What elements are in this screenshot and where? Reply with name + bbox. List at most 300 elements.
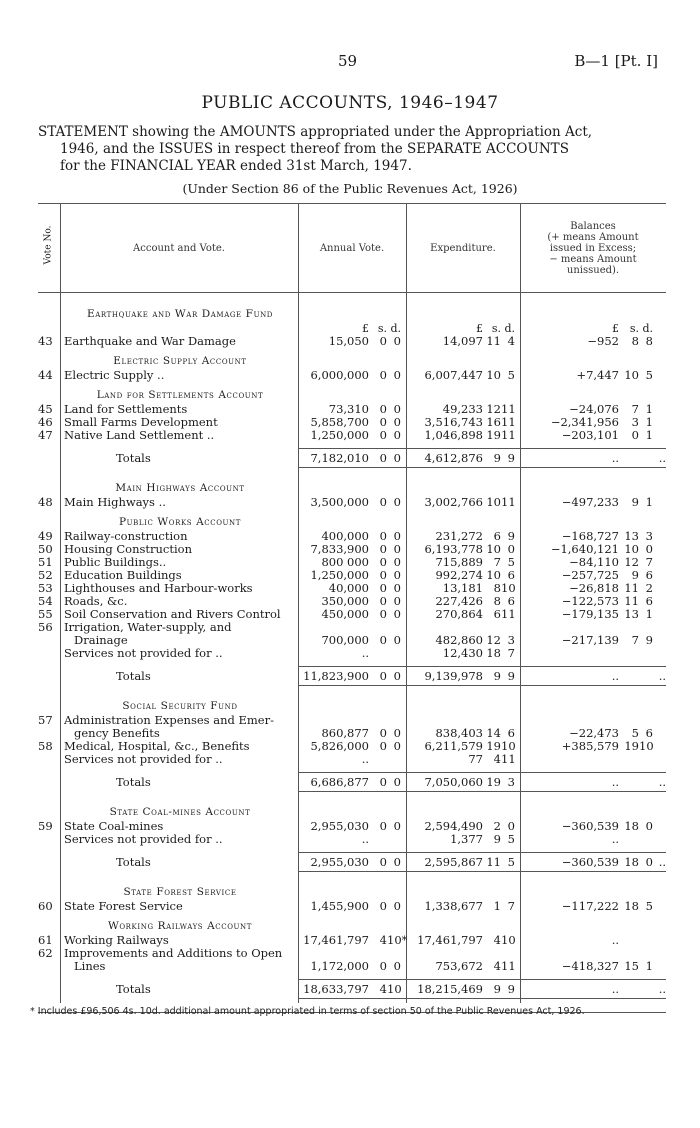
value-annual-d: 0 xyxy=(393,959,401,973)
value-exp-d: 9 xyxy=(507,529,515,543)
value-bal-s: 13 xyxy=(624,529,639,543)
account-label: Services not provided for .. xyxy=(64,833,223,846)
value-exp-s: 2 xyxy=(493,819,501,833)
value-bal-s: 3 xyxy=(631,415,639,429)
account-label: Land for Settlements xyxy=(64,403,188,416)
value-bal: −360,539 xyxy=(561,819,619,833)
vote-number: 45 xyxy=(38,402,53,416)
value-annual: 17,461,797 xyxy=(303,933,369,947)
vote-number: 43 xyxy=(38,334,53,348)
value-exp: 1,338,677 xyxy=(424,899,483,913)
total-exp-s: 9 xyxy=(493,669,501,683)
table-row xyxy=(38,960,666,973)
value-exp-d: 7 xyxy=(507,899,515,913)
value-exp: 992,274 xyxy=(435,568,483,582)
value-bal: −168,727 xyxy=(561,529,619,543)
value-bal: −26,818 xyxy=(569,581,619,595)
value-annual: 15,050 xyxy=(328,334,369,348)
value-annual: .. xyxy=(361,832,369,846)
value-bal: −418,327 xyxy=(561,959,619,973)
table-row xyxy=(38,700,666,713)
value-exp: 1,377 xyxy=(450,832,483,846)
value-bal: −952 xyxy=(587,334,619,348)
table-row xyxy=(38,389,666,402)
value-exp-d: 0 xyxy=(507,819,515,833)
value-annual-s: 0 xyxy=(379,529,387,543)
subtotal-rule xyxy=(298,666,666,667)
account-label: Administration Expenses and Emer- xyxy=(64,714,274,727)
value-bal-d: 0 xyxy=(645,542,653,556)
value-annual: 1,250,000 xyxy=(310,568,369,582)
account-label: Irrigation, Water-supply, and xyxy=(64,621,232,634)
value-annual: 700,000 xyxy=(321,633,369,647)
value-bal-d: 1 xyxy=(645,959,653,973)
value-bal: −22,473 xyxy=(569,726,619,740)
total-bal: −360,539 xyxy=(561,855,619,869)
value-exp-d: 6 xyxy=(507,594,515,608)
value-annual: 450,000 xyxy=(321,607,369,621)
value-exp-s: 1 xyxy=(493,899,501,913)
total-bal-d: 0 xyxy=(645,855,653,869)
value-annual-s: 0 xyxy=(379,555,387,569)
footnote: * Includes £96,506 4s. 10d. additional amount appropriated in terms of section 50 of the Public Revenues Act, 1926. xyxy=(30,1006,585,1017)
total-exp: 7,050,060 xyxy=(424,775,483,789)
value-bal-s: 7 xyxy=(631,633,639,647)
currency-unit: d. xyxy=(390,322,401,335)
vote-number: 53 xyxy=(38,581,53,595)
page-title: PUBLIC ACCOUNTS, 1946–1947 xyxy=(201,93,499,113)
value-exp: 77 xyxy=(468,752,483,766)
vote-number: 54 xyxy=(38,594,53,608)
value-annual: 400,000 xyxy=(321,529,369,543)
currency-unit: £ xyxy=(476,322,483,335)
table-row xyxy=(38,516,666,529)
value-bal-s: 7 xyxy=(631,402,639,416)
total-annual-s: 0 xyxy=(379,669,387,683)
statement-subtitle: (Under Section 86 of the Public Revenues Act, 1926) xyxy=(182,181,518,196)
table-row xyxy=(38,608,666,621)
value-bal-s: 19 xyxy=(624,739,639,753)
leader-dots: .. xyxy=(658,855,666,869)
account-heading: Social Security Fund xyxy=(122,700,238,712)
table-row xyxy=(38,496,666,509)
total-annual: 18,633,797 xyxy=(303,982,369,996)
table-row xyxy=(38,820,666,833)
vote-number: 51 xyxy=(38,555,53,569)
total-exp-d: 5 xyxy=(507,855,515,869)
value-exp-d: 7 xyxy=(507,646,515,660)
total-annual: 7,182,010 xyxy=(310,451,369,465)
value-exp-d: 3 xyxy=(507,633,515,647)
subtotal-rule xyxy=(298,772,666,773)
total-annual-d: 0 xyxy=(393,855,401,869)
value-bal-s: 18 xyxy=(624,899,639,913)
subtotal-rule xyxy=(298,791,666,792)
total-exp: 9,139,978 xyxy=(424,669,483,683)
total-exp-s: 9 xyxy=(493,982,501,996)
account-label: gency Benefits xyxy=(74,727,160,740)
value-exp: 12,430 xyxy=(442,646,483,660)
account-heading: Land for Settlements Account xyxy=(96,389,264,401)
value-annual: 5,826,000 xyxy=(310,739,369,753)
subtotal-rule xyxy=(298,871,666,872)
table-row xyxy=(38,920,666,933)
page-number: 59 xyxy=(338,52,358,70)
account-label: Housing Construction xyxy=(64,543,192,556)
value-bal-s: 13 xyxy=(624,607,639,621)
value-bal-d: 9 xyxy=(645,633,653,647)
value-annual-d: 0 xyxy=(393,529,401,543)
table-row xyxy=(38,740,666,753)
value-bal-d: 3 xyxy=(645,529,653,543)
value-annual-d: 0 xyxy=(393,542,401,556)
value-bal-d: 1 xyxy=(645,415,653,429)
table-row xyxy=(38,886,666,899)
value-bal-s: 5 xyxy=(631,726,639,740)
value-bal-s: 15 xyxy=(624,959,639,973)
value-annual-s: 0 xyxy=(379,415,387,429)
total-exp-d: 9 xyxy=(507,669,515,683)
account-header: Account and Vote. xyxy=(133,242,225,254)
value-bal: −217,139 xyxy=(561,633,619,647)
value-exp-s: 19 xyxy=(486,739,501,753)
total-bal: .. xyxy=(611,669,619,683)
table-row xyxy=(38,806,666,819)
value-exp-s: 9 xyxy=(493,832,501,846)
value-annual-s: 4 xyxy=(379,933,387,947)
value-bal-s: 10 xyxy=(624,542,639,556)
value-annual: 860,877 xyxy=(321,726,369,740)
value-bal-s: 18 xyxy=(624,819,639,833)
total-exp-s: 19 xyxy=(486,775,501,789)
currency-unit: £ xyxy=(362,322,369,335)
account-label: Electric Supply .. xyxy=(64,369,165,382)
value-exp-d: 11 xyxy=(501,607,516,621)
value-exp: 6,193,778 xyxy=(424,542,483,556)
account-heading: Earthquake and War Damage Fund xyxy=(86,308,274,320)
value-bal-d: 1 xyxy=(645,495,653,509)
value-exp: 2,594,490 xyxy=(424,819,483,833)
total-exp: 18,215,469 xyxy=(417,982,483,996)
value-bal-s: 10 xyxy=(624,368,639,382)
value-annual: .. xyxy=(361,752,369,766)
value-bal-s: 11 xyxy=(624,594,639,608)
total-annual-s: 0 xyxy=(379,451,387,465)
value-annual: 40,000 xyxy=(328,581,369,595)
value-annual: 73,310 xyxy=(328,402,369,416)
value-exp-d: 11 xyxy=(501,415,516,429)
table-row xyxy=(38,900,666,913)
account-label: State Coal-mines xyxy=(64,820,164,833)
value-exp-s: 8 xyxy=(493,581,501,595)
total-exp-s: 11 xyxy=(486,855,501,869)
table-row xyxy=(38,369,666,382)
value-bal-d: 6 xyxy=(645,568,653,582)
value-bal-s: 8 xyxy=(631,334,639,348)
value-bal-s: 9 xyxy=(631,495,639,509)
vote-number: 61 xyxy=(38,933,53,947)
value-exp-s: 10 xyxy=(486,368,501,382)
value-bal-d: 6 xyxy=(645,594,653,608)
account-label: Working Railways xyxy=(64,934,169,947)
account-label: Main Highways .. xyxy=(64,496,166,509)
value-annual-d: 0 xyxy=(393,428,401,442)
value-annual-d: 0 xyxy=(393,607,401,621)
value-annual-d: 0 xyxy=(393,581,401,595)
value-exp: 17,461,797 xyxy=(417,933,483,947)
value-exp-s: 4 xyxy=(493,933,501,947)
value-bal-d: 8 xyxy=(645,334,653,348)
total-exp-d: 9 xyxy=(507,982,515,996)
vote-no-header: Vote No. xyxy=(43,225,53,265)
value-bal-d: 1 xyxy=(645,428,653,442)
value-exp: 14,097 xyxy=(442,334,483,348)
value-exp-s: 12 xyxy=(486,633,501,647)
value-bal: −122,573 xyxy=(561,594,619,608)
value-annual: 2,955,030 xyxy=(310,819,369,833)
value-bal: +385,579 xyxy=(561,739,619,753)
subtotal-rule xyxy=(298,998,666,999)
value-exp: 13,181 xyxy=(442,581,483,595)
value-annual: 800 000 xyxy=(321,555,369,569)
value-annual-d: 0 xyxy=(393,495,401,509)
total-annual-d: 10 xyxy=(387,982,402,996)
table-row xyxy=(38,833,666,846)
value-exp-d: 10 xyxy=(501,933,516,947)
value-annual-d: 0 xyxy=(393,899,401,913)
total-bal-s: 18 xyxy=(624,855,639,869)
value-exp: 227,426 xyxy=(435,594,483,608)
total-annual: 11,823,900 xyxy=(303,669,369,683)
vote-number: 55 xyxy=(38,607,53,621)
value-exp-d: 5 xyxy=(507,555,515,569)
value-annual: 3,500,000 xyxy=(310,495,369,509)
value-bal: −2,341,956 xyxy=(550,415,619,429)
value-bal: .. xyxy=(611,832,619,846)
total-annual: 2,955,030 xyxy=(310,855,369,869)
annual-vote-header: Annual Vote. xyxy=(319,242,385,254)
value-annual-d: 0 xyxy=(393,819,401,833)
value-annual: 5,858,700 xyxy=(310,415,369,429)
value-exp-d: 6 xyxy=(507,568,515,582)
value-exp-d: 5 xyxy=(507,832,515,846)
account-heading: State Coal-mines Account xyxy=(109,806,251,818)
value-annual-s: 0 xyxy=(379,959,387,973)
vote-number: 60 xyxy=(38,899,53,913)
total-exp-s: 9 xyxy=(493,451,501,465)
value-annual-s: 0 xyxy=(379,428,387,442)
value-exp-d: 11 xyxy=(501,495,516,509)
value-exp: 6,007,447 xyxy=(424,368,483,382)
account-heading: State Forest Service xyxy=(123,886,237,898)
value-bal: −203,101 xyxy=(561,428,619,442)
value-bal-s: 9 xyxy=(631,568,639,582)
currency-unit: d. xyxy=(642,322,653,335)
value-exp-d: 11 xyxy=(501,402,516,416)
account-label: Roads, &c. xyxy=(64,595,128,608)
value-exp-d: 0 xyxy=(507,542,515,556)
account-label: Education Buildings xyxy=(64,569,182,582)
total-annual-s: 4 xyxy=(379,982,387,996)
value-exp-s: 19 xyxy=(486,428,501,442)
total-bal: .. xyxy=(611,982,619,996)
currency-unit: s. xyxy=(629,322,639,335)
value-annual-d: 0 xyxy=(393,726,401,740)
value-annual-s: 0 xyxy=(379,542,387,556)
account-label: Services not provided for .. xyxy=(64,753,223,766)
table-row xyxy=(38,634,666,647)
value-annual-s: 0 xyxy=(379,607,387,621)
table-row xyxy=(38,452,666,465)
value-exp-d: 5 xyxy=(507,368,515,382)
vote-number: 48 xyxy=(38,495,53,509)
value-bal-d: 0 xyxy=(645,819,653,833)
value-annual-s: 0 xyxy=(379,819,387,833)
value-exp-s: 12 xyxy=(486,402,501,416)
value-bal: −497,233 xyxy=(561,495,619,509)
account-heading: Main Highways Account xyxy=(115,482,245,494)
vote-number: 56 xyxy=(38,620,53,634)
account-heading: Public Works Account xyxy=(118,516,242,528)
value-exp: 3,002,766 xyxy=(424,495,483,509)
account-label: Small Farms Development xyxy=(64,416,218,429)
vote-number: 49 xyxy=(38,529,53,543)
vote-number: 46 xyxy=(38,415,53,429)
value-annual-d: 0 xyxy=(393,368,401,382)
value-annual: 1,455,900 xyxy=(310,899,369,913)
vote-number: 57 xyxy=(38,713,53,727)
value-exp-d: 10 xyxy=(501,581,516,595)
table-row xyxy=(38,776,666,789)
value-bal-s: 11 xyxy=(624,581,639,595)
value-bal-d: 10 xyxy=(639,739,654,753)
value-exp: 838,403 xyxy=(435,726,483,740)
account-label: Drainage xyxy=(74,634,128,647)
table-header-rule xyxy=(38,292,666,293)
value-exp-s: 16 xyxy=(486,415,501,429)
vote-number: 44 xyxy=(38,368,53,382)
value-bal-s: 0 xyxy=(631,428,639,442)
value-exp-s: 4 xyxy=(493,752,501,766)
value-bal-d: 5 xyxy=(645,368,653,382)
value-annual-s: 0 xyxy=(379,368,387,382)
statement-line: STATEMENT showing the AMOUNTS appropriated under the Appropriation Act, xyxy=(38,124,593,140)
leader-dots: .. xyxy=(658,982,666,996)
account-label: Lighthouses and Harbour-works xyxy=(64,582,253,595)
subtotal-rule xyxy=(298,852,666,853)
value-exp-s: 6 xyxy=(493,529,501,543)
table-row xyxy=(38,753,666,766)
account-label: Medical, Hospital, &c., Benefits xyxy=(64,740,250,753)
value-exp: 3,516,743 xyxy=(424,415,483,429)
vote-number: 47 xyxy=(38,428,53,442)
value-exp-s: 10 xyxy=(486,542,501,556)
account-label: Earthquake and War Damage xyxy=(64,335,236,348)
value-annual: 7,833,900 xyxy=(310,542,369,556)
page-header xyxy=(0,52,700,74)
currency-unit: s. xyxy=(377,322,387,335)
vote-number: 62 xyxy=(38,946,53,960)
account-label: Native Land Settlement .. xyxy=(64,429,215,442)
table-row xyxy=(38,647,666,660)
value-bal-d: 6 xyxy=(645,726,653,740)
value-annual-s: 0 xyxy=(379,726,387,740)
value-annual: .. xyxy=(361,646,369,660)
value-exp: 270,864 xyxy=(435,607,483,621)
value-exp: 1,046,898 xyxy=(424,428,483,442)
currency-unit: d. xyxy=(504,322,515,335)
value-exp-s: 8 xyxy=(493,594,501,608)
table-row xyxy=(38,335,666,348)
value-annual-s: 0 xyxy=(379,402,387,416)
table-row xyxy=(38,355,666,368)
subtotal-rule xyxy=(298,448,666,449)
subtotal-rule xyxy=(298,467,666,468)
value-bal: .. xyxy=(611,933,619,947)
value-exp: 715,889 xyxy=(435,555,483,569)
table-row xyxy=(38,429,666,442)
totals-label: Totals xyxy=(116,983,151,996)
leader-dots: .. xyxy=(658,451,666,465)
account-label: Soil Conservation and Rivers Control xyxy=(64,608,281,621)
value-exp-s: 18 xyxy=(486,646,501,660)
currency-unit: s. xyxy=(491,322,501,335)
value-annual-s: 0 xyxy=(379,899,387,913)
statement-line: for the FINANCIAL YEAR ended 31st March, 1947. xyxy=(60,158,412,174)
value-exp: 231,272 xyxy=(435,529,483,543)
value-annual: 6,000,000 xyxy=(310,368,369,382)
value-bal: −84,110 xyxy=(569,555,619,569)
vote-number: 50 xyxy=(38,542,53,556)
value-annual-s: 0 xyxy=(379,334,387,348)
total-annual-s: 0 xyxy=(379,855,387,869)
value-exp: 753,672 xyxy=(435,959,483,973)
value-bal: −179,135 xyxy=(561,607,619,621)
table-row xyxy=(38,856,666,869)
total-annual-d: 0 xyxy=(393,669,401,683)
value-exp-d: 11 xyxy=(501,428,516,442)
table-row xyxy=(38,308,666,321)
total-annual-s: 0 xyxy=(379,775,387,789)
account-heading: Electric Supply Account xyxy=(113,355,247,367)
table-top-rule xyxy=(38,203,666,204)
value-annual-d: 0 xyxy=(393,594,401,608)
value-annual: 1,172,000 xyxy=(310,959,369,973)
total-exp-d: 3 xyxy=(507,775,515,789)
leader-dots: .. xyxy=(658,775,666,789)
total-exp: 2,595,867 xyxy=(424,855,483,869)
value-exp-s: 10 xyxy=(486,495,501,509)
table-row xyxy=(38,983,666,996)
value-annual-s: 0 xyxy=(379,495,387,509)
totals-label: Totals xyxy=(116,856,151,869)
vote-number: 52 xyxy=(38,568,53,582)
accounts-table xyxy=(38,203,666,1003)
value-exp: 482,860 xyxy=(435,633,483,647)
account-label: Lines xyxy=(74,960,106,973)
value-exp-s: 7 xyxy=(493,555,501,569)
value-annual-s: 0 xyxy=(379,594,387,608)
value-bal: −24,076 xyxy=(569,402,619,416)
totals-label: Totals xyxy=(116,670,151,683)
table-row xyxy=(38,482,666,495)
value-annual-d: 10* xyxy=(387,933,408,947)
value-bal-d: 7 xyxy=(645,555,653,569)
value-annual: 1,250,000 xyxy=(310,428,369,442)
value-exp: 6,211,579 xyxy=(424,739,483,753)
total-bal: .. xyxy=(611,451,619,465)
balances-header: Balances (+ means Amount issued in Excess; − means Amount unissued). xyxy=(547,220,639,276)
